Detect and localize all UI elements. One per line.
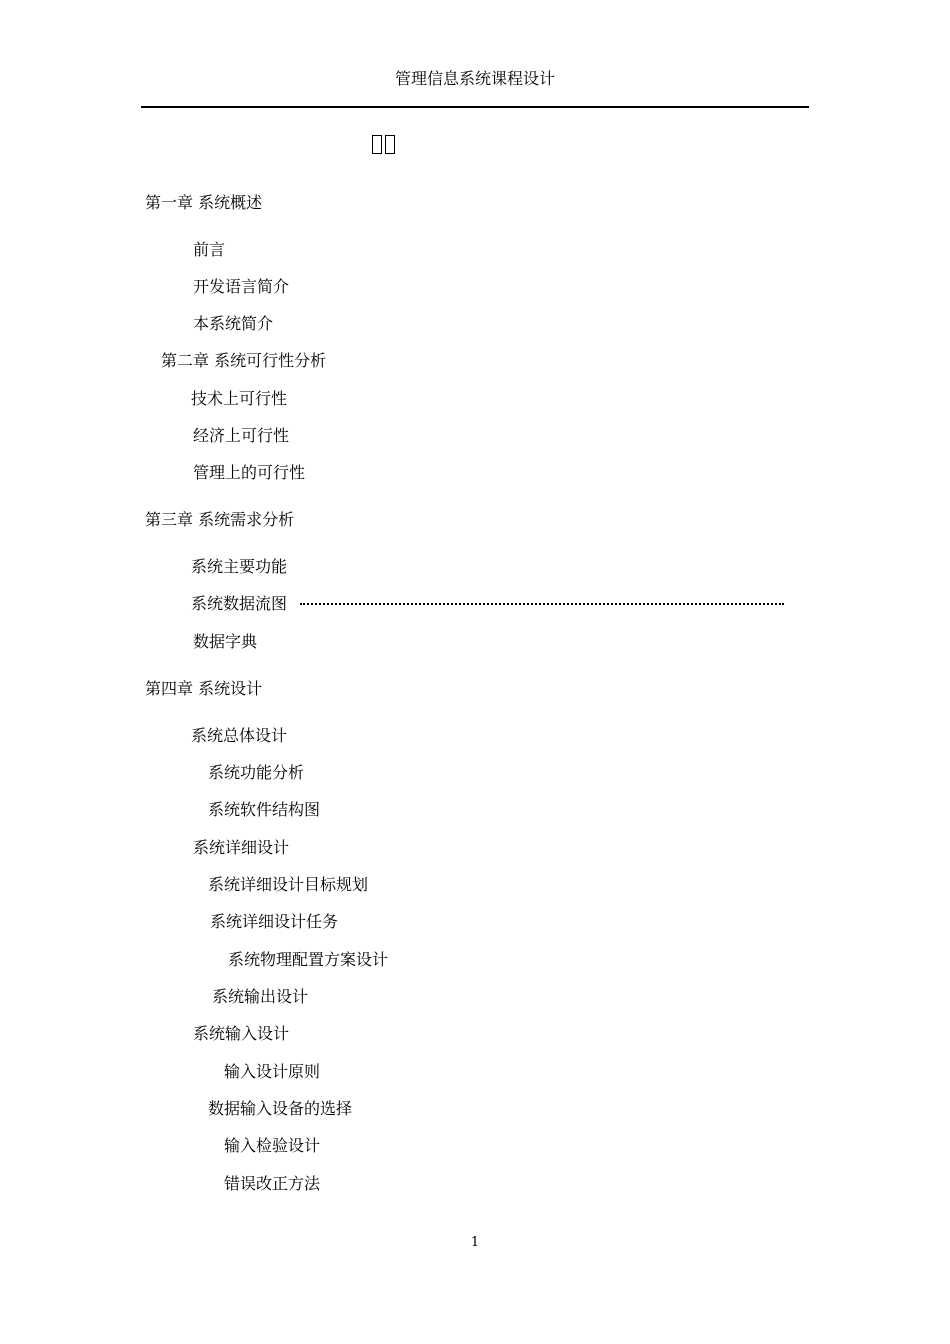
missing-glyph-box bbox=[385, 135, 395, 154]
toc-item-software-structure[interactable]: 系统软件结构图 bbox=[208, 800, 321, 819]
toc-item-function-analysis[interactable]: 系统功能分析 bbox=[208, 763, 305, 782]
toc-item-error-correction[interactable]: 错误改正方法 bbox=[224, 1174, 321, 1193]
toc-item-output-design[interactable]: 系统输出设计 bbox=[212, 987, 309, 1006]
toc-item-input-validation[interactable]: 输入检验设计 bbox=[224, 1136, 321, 1155]
page-header-title: 管理信息系统课程设计 bbox=[394, 69, 555, 88]
toc-item-input-principles[interactable]: 输入设计原则 bbox=[224, 1062, 321, 1081]
toc-chapter-2[interactable]: 第二章 系统可行性分析 bbox=[161, 351, 327, 370]
toc-item-preface[interactable]: 前言 bbox=[193, 240, 226, 259]
toc-item-overall-design[interactable]: 系统总体设计 bbox=[191, 726, 288, 745]
toc-item-main-functions[interactable]: 系统主要功能 bbox=[191, 557, 288, 576]
toc-item-technical-feasibility[interactable]: 技术上可行性 bbox=[191, 389, 288, 408]
toc-item-dev-language[interactable]: 开发语言简介 bbox=[193, 277, 290, 296]
header-divider bbox=[141, 106, 809, 108]
toc-item-physical-config[interactable]: 系统物理配置方案设计 bbox=[228, 950, 389, 969]
toc-item-economic-feasibility[interactable]: 经济上可行性 bbox=[193, 426, 290, 445]
toc-item-detailed-design[interactable]: 系统详细设计 bbox=[193, 838, 290, 857]
toc-item-input-design[interactable]: 系统输入设计 bbox=[193, 1024, 290, 1043]
toc-chapter-1[interactable]: 第一章 系统概述 bbox=[145, 193, 263, 212]
toc-item-input-device-selection[interactable]: 数据输入设备的选择 bbox=[208, 1099, 353, 1118]
toc-chapter-4[interactable]: 第四章 系统设计 bbox=[145, 679, 263, 698]
toc-heading bbox=[372, 131, 398, 155]
toc-item-management-feasibility[interactable]: 管理上的可行性 bbox=[193, 463, 306, 482]
toc-item-system-intro[interactable]: 本系统简介 bbox=[193, 314, 274, 333]
page-number: 1 bbox=[470, 1235, 480, 1250]
toc-item-detailed-design-tasks[interactable]: 系统详细设计任务 bbox=[210, 912, 339, 931]
toc-dot-leader bbox=[300, 603, 784, 605]
missing-glyph-box bbox=[372, 135, 382, 154]
toc-item-data-flow-diagram[interactable]: 系统数据流图 bbox=[191, 594, 288, 613]
toc-item-detailed-design-goals[interactable]: 系统详细设计目标规划 bbox=[208, 875, 369, 894]
toc-item-data-dictionary[interactable]: 数据字典 bbox=[193, 632, 258, 651]
toc-chapter-3[interactable]: 第三章 系统需求分析 bbox=[145, 510, 295, 529]
